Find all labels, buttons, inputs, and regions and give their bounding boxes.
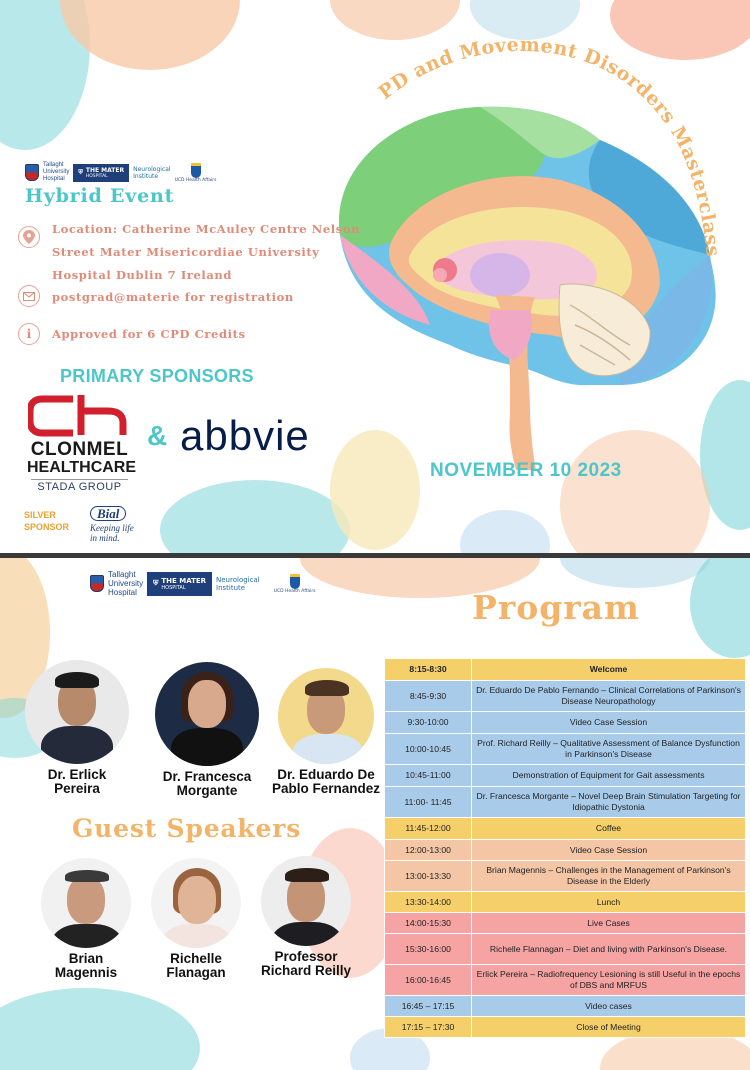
tallaght-crest-icon [25, 164, 39, 181]
decor-blob [690, 558, 750, 658]
speaker-name: Professor Richard Reilly [260, 949, 352, 978]
speaker-photo [261, 856, 351, 946]
abbvie-logo: abbvie [180, 412, 310, 459]
speaker-photo [25, 660, 129, 764]
speaker-card [26, 858, 146, 980]
mail-icon [18, 285, 40, 307]
program-title: Program [472, 588, 640, 627]
speaker-name: Richelle Flanagan [166, 951, 226, 980]
event-type: Hybrid Event [25, 185, 175, 207]
primary-sponsors-label: PRIMARY SPONSORS [60, 366, 254, 386]
registration-email: postgrad@materie for registration [52, 290, 294, 304]
program-schedule-table [384, 658, 746, 1038]
decor-blob [160, 480, 350, 553]
schedule-row: 16:45 – 17:15 Video cases [385, 996, 746, 1017]
info-icon: i [18, 323, 40, 345]
schedule-row: 14:00-15:30 Live Cases [385, 913, 746, 934]
silver-sponsor-label: SILVER SPONSOR [24, 510, 70, 532]
schedule-row: 11:45-12:00 Coffee [385, 818, 746, 840]
tallaght-logo: Tallaght University Hospital [43, 162, 70, 182]
event-title [330, 20, 750, 320]
svg-text:PD and Movement Disorders Mast: PD and Movement Disorders Masterclass [374, 33, 725, 258]
neurological-institute-logo: Neurological Institute [133, 165, 171, 180]
cpd-credits: Approved for 6 CPD Credits [52, 327, 246, 341]
schedule-row: 15:30-16:00 Richelle Flannagan – Diet and living with Parkinson's Disease. [385, 934, 746, 965]
mater-crest-icon: ⛨ [153, 579, 159, 587]
neurological-institute-logo: Neurological Institute [216, 575, 260, 592]
speaker-photo [151, 858, 241, 948]
speaker-card [246, 856, 366, 978]
schedule-row: 10:45-11:00 Demonstration of Equipment for Gait assessments [385, 765, 746, 787]
hospital-logos [90, 570, 316, 597]
speaker-card [264, 668, 388, 796]
decor-blob [460, 510, 550, 553]
speaker-name: Dr. Eduardo De Pablo Fernandez [271, 767, 381, 796]
schedule-row: 13:30-14:00 Lunch [385, 892, 746, 913]
schedule-row: 12:00-13:00 Video Case Session [385, 840, 746, 861]
schedule-row: 8:45-9:30 Dr. Eduardo De Pablo Fernando – Clinical Correlations of Parkinson's Disease Neuropathology [385, 681, 746, 712]
speaker-name: Dr. Erlick Pereira [47, 767, 107, 796]
sponsor-ampersand: & [147, 420, 168, 451]
speaker-card [136, 858, 256, 980]
ucd-shield-icon [290, 574, 300, 589]
hospital-logos [25, 162, 217, 183]
schedule-row: 8:15-8:30 Welcome [385, 659, 746, 681]
speaker-name: Dr. Francesca Morgante [162, 769, 252, 798]
mater-logo: ⛨ THE MATER HOSPITAL [73, 164, 129, 182]
mater-logo: ⛨ THE MATER HOSPITAL [147, 572, 212, 596]
bial-logo: Bial Keeping life in mind. [90, 506, 134, 543]
schedule-row: 17:15 – 17:30 Close of Meeting [385, 1017, 746, 1038]
mater-crest-icon: ⛨ [78, 168, 83, 176]
schedule-row: 9:30-10:00 Video Case Session [385, 712, 746, 734]
event-date: NOVEMBER 10 2023 [430, 460, 622, 481]
speaker-card [147, 662, 267, 798]
decor-blob [0, 988, 200, 1070]
speaker-photo [155, 662, 259, 766]
location-pin-icon [18, 226, 40, 248]
speaker-name: Brian Magennis [54, 951, 118, 980]
tallaght-crest-icon [90, 575, 104, 592]
speaker-photo [278, 668, 374, 764]
program-page [0, 558, 750, 1070]
speaker-card [17, 660, 137, 796]
schedule-row: 16:00-16:45 Erlick Pereira – Radiofrequency Lesioning is still Useful in the epochs of DBS and MRFUS [385, 965, 746, 996]
schedule-row: 13:00-13:30 Brian Magennis – Challenges in the Management of Parkinson's Disease in the Elderly [385, 861, 746, 892]
guest-speakers-title: Guest Speakers [72, 814, 302, 843]
ucd-shield-icon [191, 163, 201, 178]
clonmel-logo: CLONMEL HEALTHCARE STADA GROUP [27, 439, 137, 493]
ucd-logo: UCD Health Affairs [175, 163, 217, 183]
tallaght-logo: Tallaght University Hospital [108, 570, 144, 597]
decor-blob [560, 558, 710, 588]
speaker-photo [41, 858, 131, 948]
schedule-row: 10:00-10:45 Prof. Richard Reilly – Qualitative Assessment of Balance Dysfunction in Parkinson's Disease [385, 734, 746, 765]
ucd-logo: UCD Health Affairs [274, 574, 316, 594]
clonmel-mark-icon [28, 395, 128, 437]
schedule-row: 11:00- 11:45 Dr. Francesca Morgante – Novel Deep Brain Stimulation Targeting for Idiopathic Dystonia [385, 787, 746, 818]
location-text: Location: Catherine McAuley Centre Nelson Street Mater Misericordiae University Hospital Dublin 7 Ireland [52, 222, 361, 282]
